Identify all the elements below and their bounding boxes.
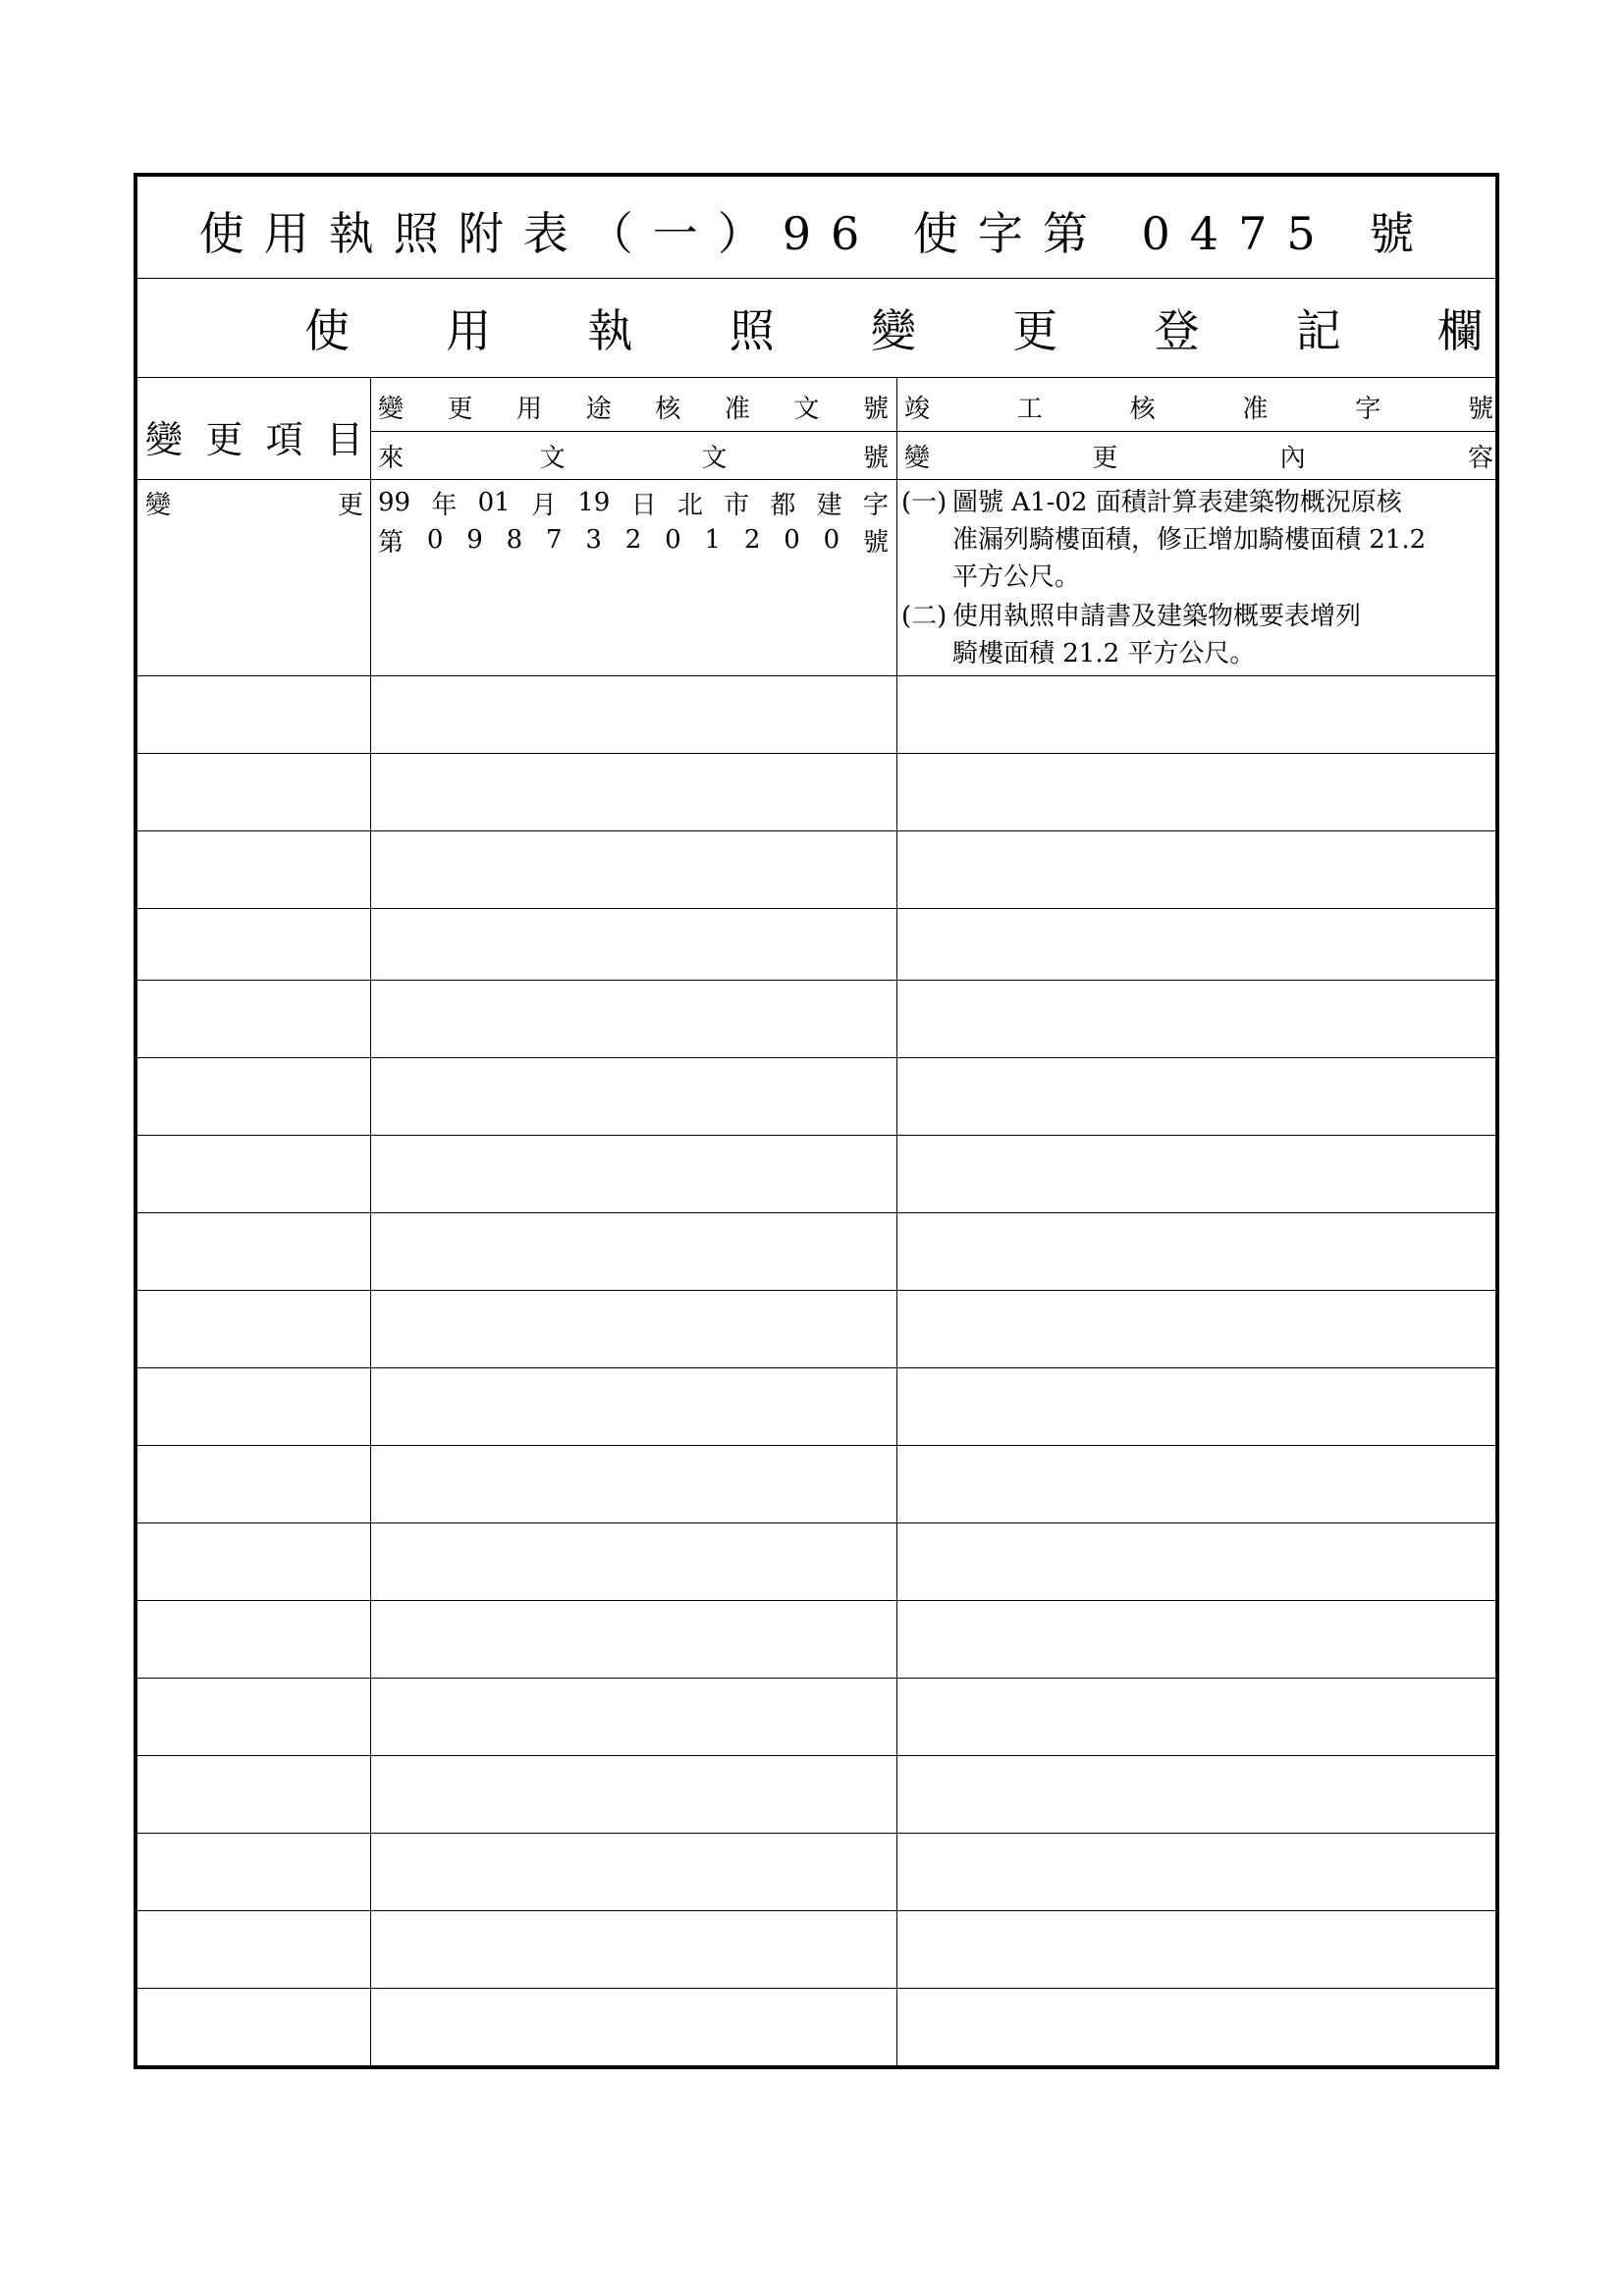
- header-char: 更: [1092, 443, 1118, 473]
- entry-char: 0: [426, 525, 444, 555]
- title-divider: [137, 278, 1495, 279]
- row-divider: [137, 1367, 1495, 1368]
- row-divider: [137, 1678, 1495, 1679]
- column-divider-1: [370, 377, 371, 2069]
- entry-char: 2: [624, 525, 642, 555]
- entry-char: 2: [743, 525, 761, 555]
- header-bottom-divider: [137, 479, 1495, 480]
- entry-char: 日: [630, 490, 657, 520]
- header-char: 來: [378, 443, 405, 473]
- header-char: 號: [862, 394, 889, 424]
- entry-char: 01: [477, 488, 511, 517]
- row-divider: [137, 1833, 1495, 1834]
- header-char: 文: [539, 443, 566, 473]
- entry-char: 字: [862, 490, 889, 520]
- header-change-content: [904, 436, 1493, 475]
- subtitle-divider: [137, 377, 1495, 378]
- header-char: 更: [447, 394, 473, 424]
- note-2-line-2: 騎樓面積 21.2 平方公尺。: [952, 639, 1256, 668]
- row-divider: [137, 908, 1495, 909]
- entry-char: 99: [378, 488, 411, 517]
- note-1-line-3: 平方公尺。: [952, 562, 1081, 592]
- note-1-line-1: 圖號 A1-02 面積計算表建築物概況原核: [952, 488, 1402, 517]
- header-char: 准: [1242, 394, 1269, 424]
- header-char: 途: [585, 394, 612, 424]
- row-divider: [137, 1135, 1495, 1136]
- row-divider: [137, 1445, 1495, 1446]
- header-char: 文: [793, 394, 820, 424]
- form-title: 使用執照附表（一）96 使字第 0475 號: [198, 207, 1435, 260]
- row-divider: [137, 1988, 1495, 1989]
- entry-char: 第: [378, 527, 405, 558]
- header-completion-approval: [904, 387, 1493, 426]
- header-char: 號: [862, 443, 889, 473]
- note-marker-1: (一): [901, 488, 947, 517]
- subtitle-char: 使: [304, 304, 350, 357]
- row-divider: [137, 1057, 1495, 1058]
- header-char: 項: [265, 417, 303, 461]
- header-approval-purpose: [378, 387, 889, 426]
- row-divider: [137, 1290, 1495, 1291]
- row-divider: [137, 830, 1495, 831]
- header-char: 准: [724, 394, 750, 424]
- entry-char: 7: [545, 525, 563, 555]
- subtitle-char: 照: [729, 304, 775, 357]
- entry-char: 9: [466, 525, 483, 555]
- entry-char: 8: [506, 525, 523, 555]
- entry-char: 更: [337, 490, 363, 520]
- header-char: 字: [1355, 394, 1381, 424]
- header-char: 竣: [904, 394, 931, 424]
- entry-char: 北: [677, 490, 703, 520]
- header-incoming-doc: [378, 436, 889, 475]
- entry-char: 1: [704, 525, 722, 555]
- header-char: 文: [701, 443, 728, 473]
- entry-doc-line-1: [378, 485, 889, 520]
- header-char: 變: [904, 443, 931, 473]
- subtitle-char: 用: [446, 304, 492, 357]
- entry-char: 0: [784, 525, 800, 555]
- row-divider: [137, 980, 1495, 981]
- entry-char: 0: [665, 525, 681, 555]
- header-char: 內: [1279, 443, 1306, 473]
- row-divider: [137, 675, 1495, 676]
- entry-char: 變: [145, 490, 172, 520]
- header-char: 用: [516, 394, 543, 424]
- subtitle-char: 變: [871, 304, 916, 357]
- header-char: 變: [378, 394, 405, 424]
- entry-char: 3: [585, 525, 602, 555]
- entry-char: 月: [530, 490, 557, 520]
- note-marker-2: (二): [901, 602, 947, 631]
- header-char: 變: [145, 417, 184, 461]
- row-divider: [137, 753, 1495, 754]
- header-char: 容: [1467, 443, 1493, 473]
- entry-char: 號: [862, 527, 889, 558]
- row-divider: [137, 1212, 1495, 1213]
- row-divider: [137, 1522, 1495, 1523]
- entry-char: 19: [577, 488, 611, 517]
- subtitle-char: 更: [1012, 304, 1058, 357]
- entry-change-item: [145, 485, 363, 520]
- header-char: 核: [1129, 394, 1156, 424]
- header-char: 號: [1467, 394, 1493, 424]
- subtitle-char: 欄: [1437, 304, 1483, 357]
- entry-char: 0: [823, 525, 840, 555]
- header-char: 工: [1016, 394, 1043, 424]
- subtitle-char: 記: [1295, 304, 1341, 357]
- header-char: 更: [205, 417, 244, 461]
- entry-char: 年: [431, 490, 458, 520]
- row-divider: [137, 1600, 1495, 1601]
- header-inner-divider: [370, 431, 1499, 432]
- header-char: 目: [325, 417, 363, 461]
- row-divider: [137, 1910, 1495, 1911]
- subtitle-char: 執: [587, 304, 633, 357]
- subtitle-char: 登: [1154, 304, 1200, 357]
- form-frame: [134, 173, 1499, 2069]
- header-char: 核: [655, 394, 681, 424]
- header-change-item: [145, 404, 363, 467]
- row-divider: [137, 1755, 1495, 1756]
- form-subtitle: [304, 298, 1483, 357]
- entry-char: 建: [816, 490, 842, 520]
- entry-doc-line-2: [378, 522, 889, 558]
- column-divider-2: [896, 377, 897, 2069]
- note-2-line-1: 使用執照申請書及建築物概要表增列: [952, 602, 1362, 631]
- entry-char: 都: [770, 490, 796, 520]
- entry-char: 市: [724, 490, 750, 520]
- note-1-line-2: 准漏列騎樓面積，修正增加騎樓面積 21.2: [952, 525, 1427, 555]
